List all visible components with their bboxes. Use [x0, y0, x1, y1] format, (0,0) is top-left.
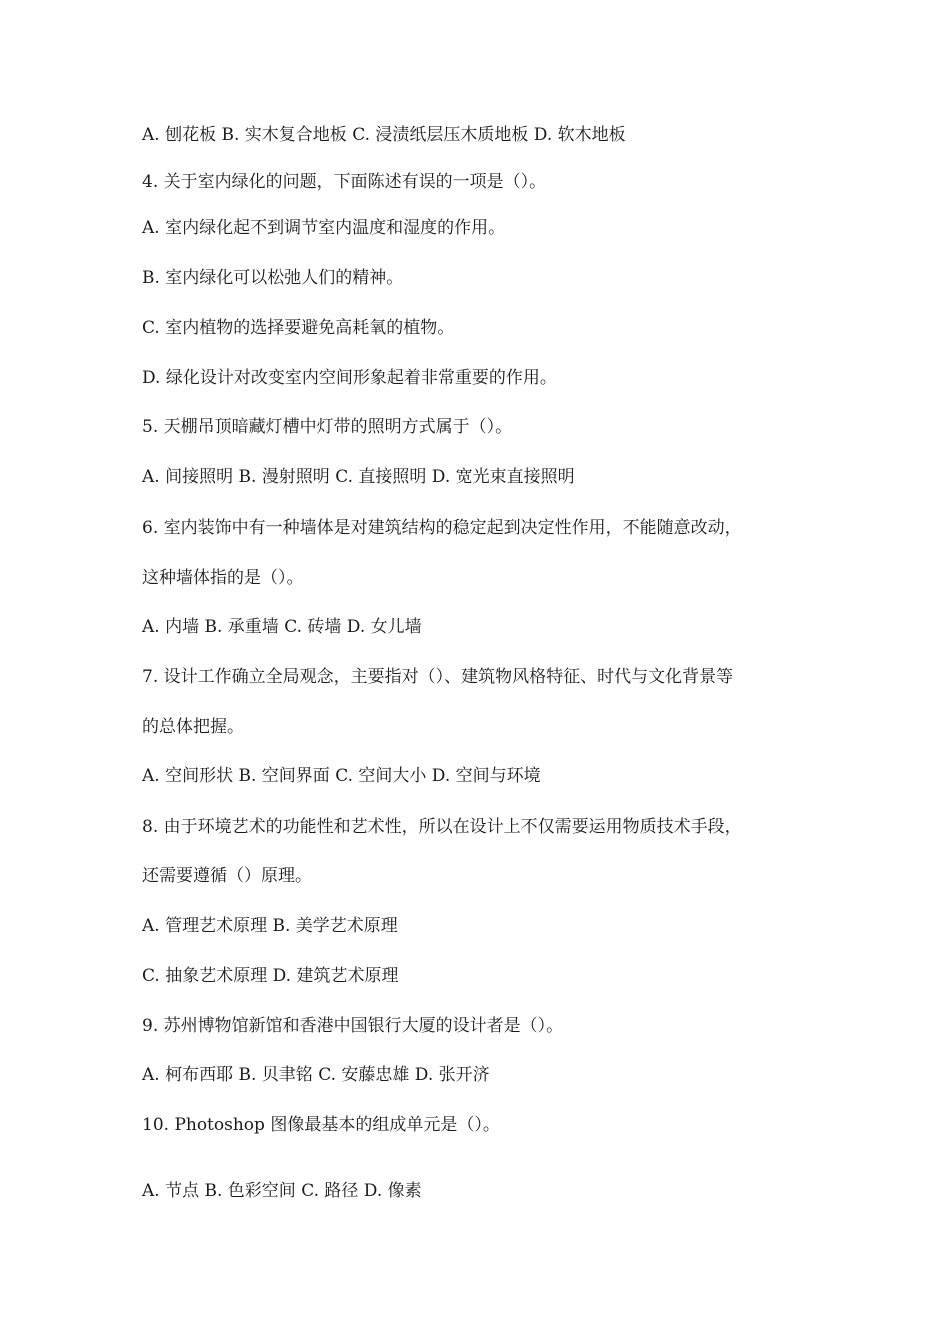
- question-5-options: A. 间接照明 B. 漫射照明 C. 直接照明 D. 宽光束直接照明: [142, 467, 575, 487]
- question-9-options: A. 柯布西耶 B. 贝聿铭 C. 安藤忠雄 D. 张开济: [142, 1065, 490, 1085]
- question-8-stem-line1: 8. 由于环境艺术的功能性和艺术性，所以在设计上不仅需要运用物质技术手段，: [142, 817, 742, 837]
- question-4-option-c: C. 室内植物的选择要避免高耗氧的植物。: [142, 318, 455, 338]
- question-4-stem: 4. 关于室内绿化的问题，下面陈述有误的一项是（）。: [142, 172, 547, 192]
- question-8-stem-line2: 还需要遵循（）原理。: [142, 866, 312, 886]
- question-4-option-b: B. 室内绿化可以松弛人们的精神。: [142, 268, 404, 288]
- question-7-stem-line2: 的总体把握。: [142, 717, 244, 737]
- question-8-options-ab: A. 管理艺术原理 B. 美学艺术原理: [142, 916, 398, 936]
- question-8-options-cd: C. 抽象艺术原理 D. 建筑艺术原理: [142, 966, 399, 986]
- question-4-option-d: D. 绿化设计对改变室内空间形象起着非常重要的作用。: [142, 368, 557, 388]
- question-10-options: A. 节点 B. 色彩空间 C. 路径 D. 像素: [142, 1181, 422, 1201]
- question-9-stem: 9. 苏州博物馆新馆和香港中国银行大厦的设计者是（）。: [142, 1016, 564, 1036]
- question-7-options: A. 空间形状 B. 空间界面 C. 空间大小 D. 空间与环境: [142, 766, 541, 786]
- question-6-stem-line1: 6. 室内装饰中有一种墙体是对建筑结构的稳定起到决定性作用，不能随意改动，: [142, 518, 742, 538]
- question-7-stem-line1: 7. 设计工作确立全局观念，主要指对（）、建筑物风格特征、时代与文化背景等: [142, 667, 734, 687]
- question-6-stem-line2: 这种墙体指的是（）。: [142, 568, 304, 588]
- question-10-stem: 10. Photoshop 图像最基本的组成单元是（）。: [142, 1115, 500, 1135]
- question-3-options: A. 刨花板 B. 实木复合地板 C. 浸渍纸层压木质地板 D. 软木地板: [142, 125, 626, 145]
- question-5-stem: 5. 天棚吊顶暗藏灯槽中灯带的照明方式属于（）。: [142, 417, 513, 437]
- question-6-options: A. 内墙 B. 承重墙 C. 砖墙 D. 女儿墙: [142, 617, 422, 637]
- question-4-option-a: A. 室内绿化起不到调节室内温度和湿度的作用。: [142, 218, 506, 238]
